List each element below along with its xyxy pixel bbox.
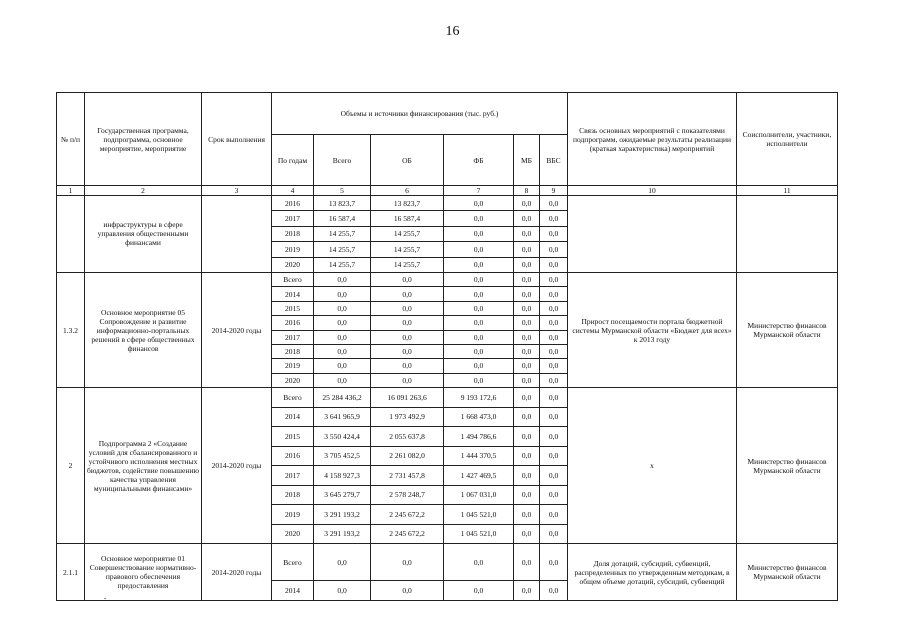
total-cell: 0,0: [314, 359, 371, 373]
mb-cell: 0,0: [514, 505, 540, 525]
year-cell: 2020: [272, 257, 314, 272]
total-cell: 3 291 193,2: [314, 505, 371, 525]
year-cell: 2020: [272, 373, 314, 387]
stray-mark: -: [104, 594, 107, 602]
total-cell: 3 291 193,2: [314, 524, 371, 544]
year-cell: 2018: [272, 485, 314, 505]
col-number: 5: [314, 186, 371, 196]
year-cell: 2016: [272, 196, 314, 211]
vbs-cell: 0,0: [540, 272, 568, 286]
fb-cell: 0,0: [444, 287, 514, 301]
total-cell: 3 550 424,4: [314, 427, 371, 447]
vbs-cell: 0,0: [540, 301, 568, 315]
year-cell: 2014: [272, 287, 314, 301]
col-number: 11: [737, 186, 838, 196]
year-cell: 2018: [272, 226, 314, 241]
header-link: Связь основных мероприятий с показателями подпрограмм, ожидаемые результаты реализации (краткая характеристика) мероприятий: [568, 93, 737, 186]
total-cell: 0,0: [314, 544, 371, 581]
ob-cell: 14 255,7: [371, 226, 444, 241]
total-cell: 0,0: [314, 301, 371, 315]
year-cell: 2017: [272, 466, 314, 486]
mb-cell: 0,0: [514, 388, 540, 408]
vbs-cell: 0,0: [540, 581, 568, 601]
ob-cell: 13 823,7: [371, 196, 444, 211]
header-vbs: ВБС: [540, 135, 568, 186]
total-cell: 0,0: [314, 344, 371, 358]
ob-cell: 2 261 082,0: [371, 446, 444, 466]
mb-cell: 0,0: [514, 446, 540, 466]
ob-cell: 14 255,7: [371, 257, 444, 272]
year-cell: 2019: [272, 359, 314, 373]
year-cell: 2016: [272, 316, 314, 330]
ob-cell: 0,0: [371, 373, 444, 387]
total-cell: 13 823,7: [314, 196, 371, 211]
table-row: [57, 388, 838, 408]
ob-cell: 0,0: [371, 316, 444, 330]
vbs-cell: 0,0: [540, 407, 568, 427]
total-cell: 0,0: [314, 272, 371, 286]
mb-cell: 0,0: [514, 301, 540, 315]
mb-cell: 0,0: [514, 544, 540, 581]
fb-cell: 0,0: [444, 301, 514, 315]
mb-cell: 0,0: [514, 242, 540, 257]
mb-cell: 0,0: [514, 359, 540, 373]
fb-cell: 0,0: [444, 373, 514, 387]
year-cell: 2016: [272, 446, 314, 466]
year-cell: Всего: [272, 544, 314, 581]
header-row-1: [57, 93, 838, 135]
col-number: 9: [540, 186, 568, 196]
row-number: 2: [57, 388, 85, 544]
header-mb: МБ: [514, 135, 540, 186]
mb-cell: 0,0: [514, 316, 540, 330]
vbs-cell: 0,0: [540, 344, 568, 358]
vbs-cell: 0,0: [540, 226, 568, 241]
ob-cell: 2 055 637,8: [371, 427, 444, 447]
vbs-cell: 0,0: [540, 446, 568, 466]
mb-cell: 0,0: [514, 466, 540, 486]
total-cell: 0,0: [314, 330, 371, 344]
expected-result: Прирост посещаемости портала бюджетной системы Мурманской области «Бюджет для всех» к 2013 году: [568, 272, 737, 387]
total-cell: 0,0: [314, 316, 371, 330]
col-number: 7: [444, 186, 514, 196]
ob-cell: 2 578 248,7: [371, 485, 444, 505]
executor: Министерство финансов Мурманской области: [737, 388, 838, 544]
total-cell: 14 255,7: [314, 242, 371, 257]
ob-cell: 2 731 457,8: [371, 466, 444, 486]
year-cell: 2020: [272, 524, 314, 544]
total-cell: 0,0: [314, 287, 371, 301]
table-row: [57, 544, 838, 581]
total-cell: 0,0: [314, 373, 371, 387]
expected-result: Доля дотаций, субсидий, субвенций, распределенных по утвержденным методикам, в общем объеме дотаций, субсидий, субвенций: [568, 544, 737, 601]
fb-cell: 1 668 473,0: [444, 407, 514, 427]
ob-cell: 2 245 672,2: [371, 524, 444, 544]
total-cell: 3 641 965,9: [314, 407, 371, 427]
measure-name: Подпрограмма 2 «Создание условий для сбалансированного и устойчивого исполнения местных бюджетов, содействие повышению качества управления муниципальными финансами»: [85, 388, 202, 544]
execution-term: 2014-2020 годы: [202, 388, 272, 544]
header-total: Всего: [314, 135, 371, 186]
year-cell: 2019: [272, 505, 314, 525]
fb-cell: 0,0: [444, 581, 514, 601]
vbs-cell: 0,0: [540, 544, 568, 581]
vbs-cell: 0,0: [540, 316, 568, 330]
measure-name: Основное мероприятие 05 Сопровождение и развитие информационно-портальных решений в сфере общественных финансов: [85, 272, 202, 387]
header-funding: Объемы и источники финансирования (тыс. руб.): [272, 93, 568, 135]
fb-cell: 0,0: [444, 242, 514, 257]
col-number: 6: [371, 186, 444, 196]
year-cell: 2019: [272, 242, 314, 257]
mb-cell: 0,0: [514, 581, 540, 601]
total-cell: 16 587,4: [314, 211, 371, 226]
fb-cell: 1 444 370,5: [444, 446, 514, 466]
vbs-cell: 0,0: [540, 196, 568, 211]
col-number: 4: [272, 186, 314, 196]
mb-cell: 0,0: [514, 211, 540, 226]
year-cell: 2015: [272, 301, 314, 315]
mb-cell: 0,0: [514, 373, 540, 387]
fb-cell: 0,0: [444, 544, 514, 581]
executor: [737, 196, 838, 273]
measure-name: инфраструктуры в сфере управления общественными финансами: [85, 196, 202, 273]
header-num: № п/п: [57, 93, 85, 186]
fb-cell: 0,0: [444, 330, 514, 344]
table-row: [57, 196, 838, 211]
ob-cell: 0,0: [371, 330, 444, 344]
mb-cell: 0,0: [514, 344, 540, 358]
funding-table: [56, 92, 838, 601]
fb-cell: 1 427 469,5: [444, 466, 514, 486]
fb-cell: 0,0: [444, 344, 514, 358]
mb-cell: 0,0: [514, 257, 540, 272]
mb-cell: 0,0: [514, 407, 540, 427]
col-number: 1: [57, 186, 85, 196]
vbs-cell: 0,0: [540, 466, 568, 486]
vbs-cell: 0,0: [540, 242, 568, 257]
year-cell: 2018: [272, 344, 314, 358]
mb-cell: 0,0: [514, 330, 540, 344]
fb-cell: 0,0: [444, 226, 514, 241]
total-cell: 3 705 452,5: [314, 446, 371, 466]
vbs-cell: 0,0: [540, 257, 568, 272]
executor: Министерство финансов Мурманской области: [737, 272, 838, 387]
ob-cell: 1 973 492,9: [371, 407, 444, 427]
ob-cell: 0,0: [371, 359, 444, 373]
row-number: 2.1.1: [57, 544, 85, 601]
ob-cell: 16 587,4: [371, 211, 444, 226]
vbs-cell: 0,0: [540, 524, 568, 544]
vbs-cell: 0,0: [540, 505, 568, 525]
header-executors: Соисполнители, участники, исполнители: [737, 93, 838, 186]
year-cell: 2014: [272, 581, 314, 601]
vbs-cell: 0,0: [540, 485, 568, 505]
fb-cell: 9 193 172,6: [444, 388, 514, 408]
fb-cell: 0,0: [444, 196, 514, 211]
execution-term: 2014-2020 годы: [202, 272, 272, 387]
ob-cell: 14 255,7: [371, 242, 444, 257]
total-cell: 14 255,7: [314, 257, 371, 272]
mb-cell: 0,0: [514, 485, 540, 505]
ob-cell: 0,0: [371, 287, 444, 301]
total-cell: 14 255,7: [314, 226, 371, 241]
ob-cell: 0,0: [371, 301, 444, 315]
year-cell: Всего: [272, 388, 314, 408]
col-number: 10: [568, 186, 737, 196]
total-cell: 0,0: [314, 581, 371, 601]
fb-cell: 0,0: [444, 211, 514, 226]
fb-cell: 0,0: [444, 272, 514, 286]
ob-cell: 0,0: [371, 272, 444, 286]
col-number: 8: [514, 186, 540, 196]
fb-cell: 0,0: [444, 257, 514, 272]
ob-cell: 2 245 672,2: [371, 505, 444, 525]
column-numbers-row: [57, 186, 838, 196]
ob-cell: 16 091 263,6: [371, 388, 444, 408]
mb-cell: 0,0: [514, 272, 540, 286]
expected-result: [568, 196, 737, 273]
execution-term: [202, 196, 272, 273]
execution-term: 2014-2020 годы: [202, 544, 272, 601]
row-number: 1.3.2: [57, 272, 85, 387]
year-cell: 2017: [272, 211, 314, 226]
vbs-cell: 0,0: [540, 373, 568, 387]
ob-cell: 0,0: [371, 544, 444, 581]
row-number: [57, 196, 85, 273]
total-cell: 3 645 279,7: [314, 485, 371, 505]
mb-cell: 0,0: [514, 427, 540, 447]
header-program: Государственная программа, подпрограмма, основное мероприятие, мероприятие: [85, 93, 202, 186]
table-row: [57, 272, 838, 286]
fb-cell: 1 045 521,0: [444, 505, 514, 525]
mb-cell: 0,0: [514, 287, 540, 301]
vbs-cell: 0,0: [540, 211, 568, 226]
total-cell: 25 284 436,2: [314, 388, 371, 408]
year-cell: Всего: [272, 272, 314, 286]
executor: Министерство финансов Мурманской области: [737, 544, 838, 601]
col-number: 2: [85, 186, 202, 196]
header-term: Срок выполнения: [202, 93, 272, 186]
ob-cell: 0,0: [371, 344, 444, 358]
col-number: 3: [202, 186, 272, 196]
vbs-cell: 0,0: [540, 388, 568, 408]
header-by-year: По годам: [272, 135, 314, 186]
measure-name: Основное мероприятие 01 Совершенствование нормативно-правового обеспечения предоставления: [85, 544, 202, 601]
total-cell: 4 158 927,3: [314, 466, 371, 486]
mb-cell: 0,0: [514, 524, 540, 544]
fb-cell: 1 045 521,0: [444, 524, 514, 544]
vbs-cell: 0,0: [540, 330, 568, 344]
header-ob: ОБ: [371, 135, 444, 186]
fb-cell: 1 494 786,6: [444, 427, 514, 447]
header-fb: ФБ: [444, 135, 514, 186]
fb-cell: 0,0: [444, 359, 514, 373]
year-cell: 2015: [272, 427, 314, 447]
fb-cell: 0,0: [444, 316, 514, 330]
year-cell: 2017: [272, 330, 314, 344]
fb-cell: 1 067 031,0: [444, 485, 514, 505]
vbs-cell: 0,0: [540, 287, 568, 301]
expected-result: х: [568, 388, 737, 544]
ob-cell: 0,0: [371, 581, 444, 601]
page-number: 16: [445, 24, 460, 39]
vbs-cell: 0,0: [540, 427, 568, 447]
mb-cell: 0,0: [514, 226, 540, 241]
year-cell: 2014: [272, 407, 314, 427]
vbs-cell: 0,0: [540, 359, 568, 373]
mb-cell: 0,0: [514, 196, 540, 211]
